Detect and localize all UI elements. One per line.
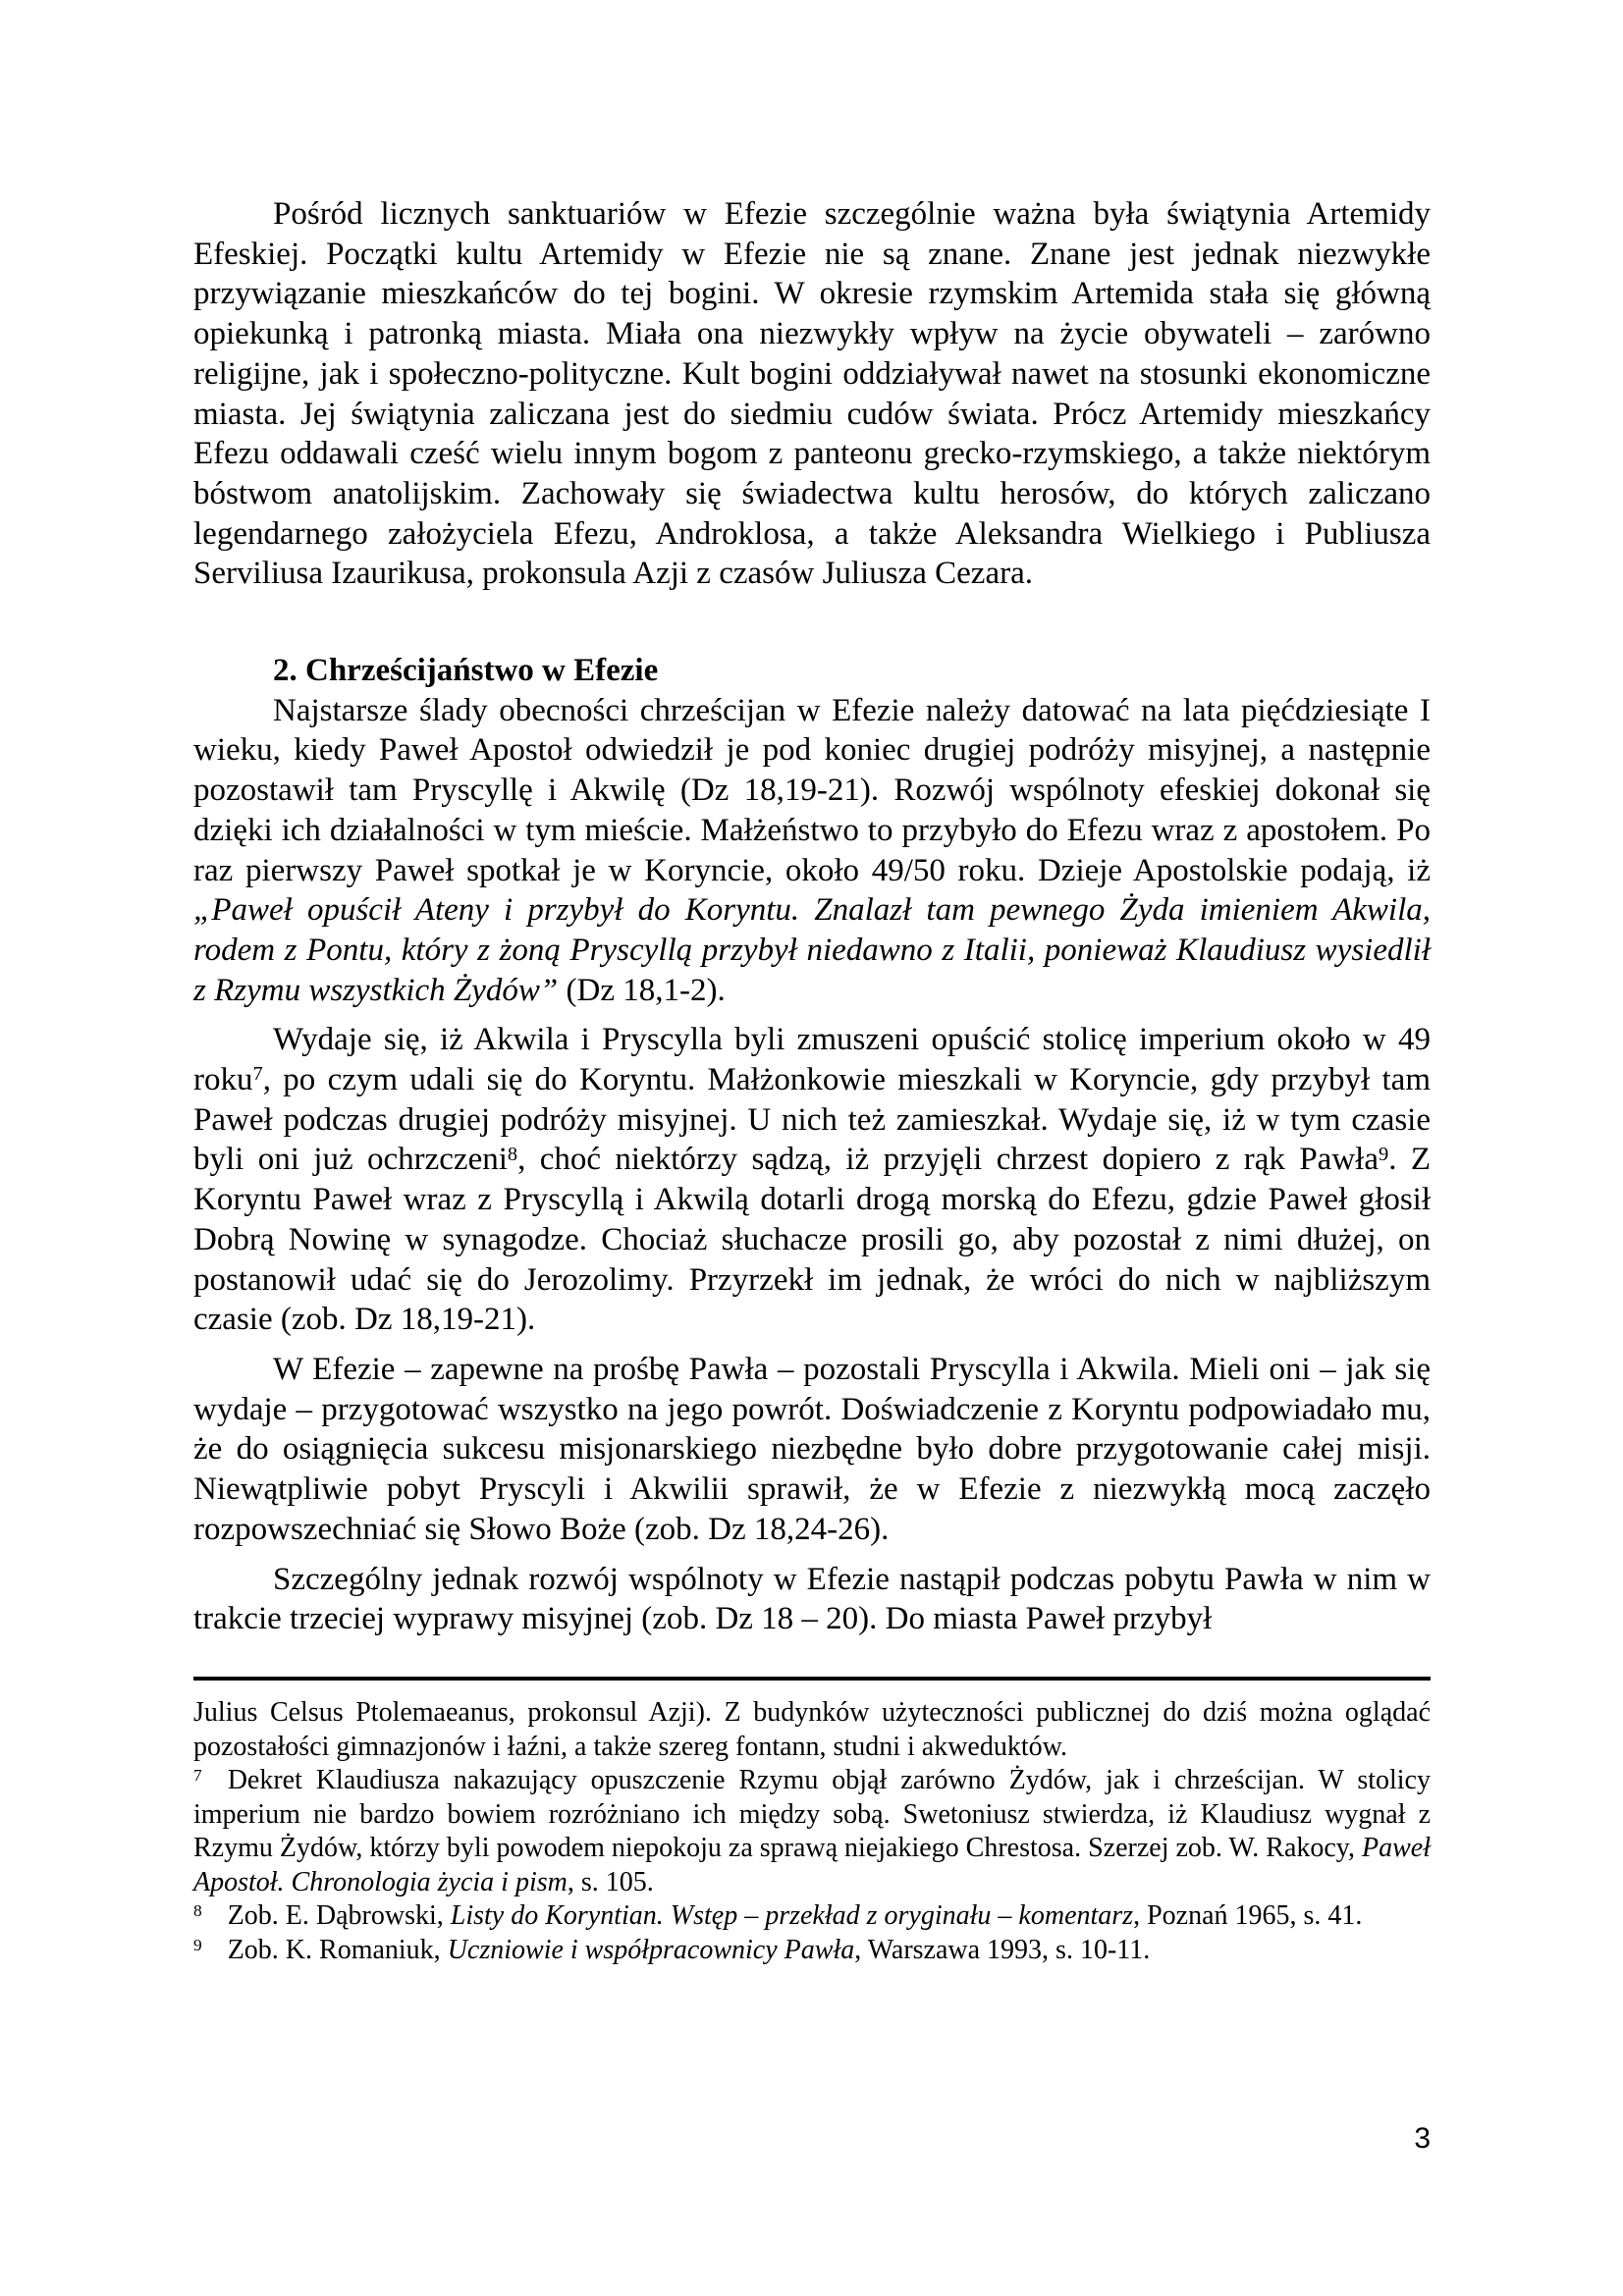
- footnote: [193, 1934, 1431, 1968]
- body-paragraph: [193, 1560, 1431, 1639]
- text-run: Dekret Klaudiusza nakazujący opuszczenie Rzymu objął zarówno Żydów, jak i chrześcijan. W stolicy imperium nie bardzo bowiem rozróżniano ich między sobą. Swetoniusz stwierdza, iż Klaudiusz wygnał z Rzymu Żydów, którzy byli powodem niepokoju za sprawą niejakiego Chrestosa. Szerzej zob. W. Rakocy,: [193, 1765, 1431, 1864]
- text-run: „Paweł opuścił Ateny i przybył do Koryntu. Znalazł tam pewnego Żyda imieniem Akwila, rodem z Pontu, który z żoną Pryscyllą przybył niedawno z Italii, ponieważ Klaudiusz wysiedlił z Rzymu wszystkich Żydów”: [193, 892, 1431, 1008]
- superscript-footnote-ref: 8: [507, 1143, 518, 1165]
- text-run: , po czym udali się do Koryntu. Małżonkowie mieszkali w Koryncie, gdy przybył tam Paweł podczas drugiej podróży misyjnej. U nich też zamieszkał. Wydaje się, iż w tym czasie byli oni już ochrzczeni: [193, 1062, 1431, 1178]
- text-run: Szczególny jednak rozwój wspólnoty w Efezie nastąpił podczas pobytu Pawła w nim w trakcie trzeciej wyprawy misyjnej (zob. Dz 18 – 20). Do miasta Paweł przybył: [193, 1561, 1431, 1637]
- page-number: 3: [1414, 2122, 1431, 2155]
- text-run: (Dz 18,1-2).: [558, 972, 726, 1008]
- page-content: [193, 194, 1431, 1968]
- footnote-separator: [193, 1677, 1431, 1681]
- text-run: , s. 105.: [567, 1866, 654, 1897]
- superscript-footnote-ref: 7: [252, 1063, 263, 1086]
- text-run: Listy do Koryntian. Wstęp – przekład z oryginału – komentarz: [450, 1900, 1134, 1932]
- text-run: Uczniowie i współpracownicy Pawła: [447, 1935, 855, 1966]
- footnote: [193, 1899, 1431, 1934]
- text-run: 2. Chrześcijaństwo w Efezie: [273, 653, 659, 689]
- footnote: [193, 1764, 1431, 1899]
- body-paragraph: [193, 1020, 1431, 1340]
- body-paragraph: [193, 691, 1431, 1011]
- text-run: , Warszawa 1993, s. 10-11.: [854, 1935, 1151, 1966]
- footnote-continuation: [193, 1696, 1431, 1764]
- footnote-marker: 9: [193, 1935, 202, 1954]
- text-run: Julius Celsus Ptolemaeanus, prokonsul Azji). Z budynków użyteczności publicznej do dziś można oglądać pozostałości gimnazjonów i łaźni, a także szereg fontann, studni i akweduktów.: [193, 1696, 1431, 1762]
- footnote-marker: 7: [193, 1765, 202, 1785]
- footnotes: [193, 1696, 1431, 1968]
- text-run: Zob. E. Dąbrowski,: [227, 1900, 451, 1932]
- body-paragraph: [193, 194, 1431, 594]
- text-run: , Poznań 1965, s. 41.: [1133, 1900, 1363, 1932]
- footnote-marker: 8: [193, 1901, 202, 1921]
- text-run: , choć niektórzy sądzą, iż przyjęli chrzest dopiero z rąk Pawła: [517, 1142, 1379, 1178]
- body-paragraph: [193, 1350, 1431, 1550]
- superscript-footnote-ref: 9: [1378, 1143, 1389, 1165]
- text-run: Zob. K. Romaniuk,: [227, 1935, 448, 1966]
- text-run: . Z Koryntu Paweł wraz z Pryscyllą i Akwilą dotarli drogą morską do Efezu, gdzie Paweł głosił Dobrą Nowinę w synagodze. Chociaż słuchacze prosili go, aby pozostał z nimi dłużej, on postanowił udać się do Jerozolimy. Przyrzekł im jednak, że wróci do nich w najbliższym czasie (zob. Dz 18,19-21).: [193, 1142, 1431, 1338]
- text-run: Najstarsze ślady obecności chrześcijan w Efezie należy datować na lata pięćdziesiąte I wieku, kiedy Paweł Apostoł odwiedził je pod koniec drugiej podróży misyjnej, a następnie pozostawił tam Pryscyllę i Akwilę (Dz 18,19-21). Rozwój wspólnoty efeskiej dokonał się dzięki ich działalności w tym mieście. Małżeństwo to przybyło do Efezu wraz z apostołem. Po raz pierwszy Paweł spotkał je w Koryncie, około 49/50 roku. Dzieje Apostolskie podają, iż: [193, 692, 1431, 888]
- text-run: Wydaje się, iż Akwila i Pryscylla byli zmuszeni opuścić stolicę imperium około w 49 roku: [193, 1022, 1431, 1098]
- text-run: Pośród licznych sanktuariów w Efezie szczególnie ważna była świątynia Artemidy Efeskiej. Początki kultu Artemidy w Efezie nie są znane. Znane jest jednak niezwykłe przywiązanie mieszkańców do tej bogini. W okresie rzymskim Artemida stała się główną opiekunką i patronką miasta. Miała ona niezwykły wpływ na życie obywateli – zarówno religijne, jak i społeczno-polityczne. Kult bogini oddziaływał nawet na stosunki ekonomiczne miasta. Jej świątynia zaliczana jest do siedmiu cudów świata. Prócz Artemidy mieszkańcy Efezu oddawali cześć wielu innym bogom z panteonu grecko-rzymskiego, a także niektórym bóstwom anatolijskim. Zachowały się świadectwa kultu herosów, do których zaliczano legendarnego założyciela Efezu, Androklosa, a także Aleksandra Wielkiego i Publiusza Serviliusa Izaurikusa, prokonsula Azji z czasów Juliusza Cezara.: [193, 196, 1431, 592]
- text-run: W Efezie – zapewne na prośbę Pawła – pozostali Pryscylla i Akwila. Mieli oni – jak się wydaje – przygotować wszystko na jego powrót. Doświadczenie z Koryntu podpowiadało mu, że do osiągnięcia sukcesu misjonarskiego niezbędne było dobre przygotowanie całej misji. Niewątpliwie pobyt Pryscyli i Akwilii sprawił, że w Efezie z niezwykłą mocą zaczęło rozpowszechniać się Słowo Boże (zob. Dz 18,24-26).: [193, 1351, 1431, 1547]
- main-text: [193, 194, 1431, 1639]
- text-run: Paweł Apostoł. Chronologia życia i pism: [193, 1833, 1431, 1897]
- section-heading: [193, 651, 1431, 691]
